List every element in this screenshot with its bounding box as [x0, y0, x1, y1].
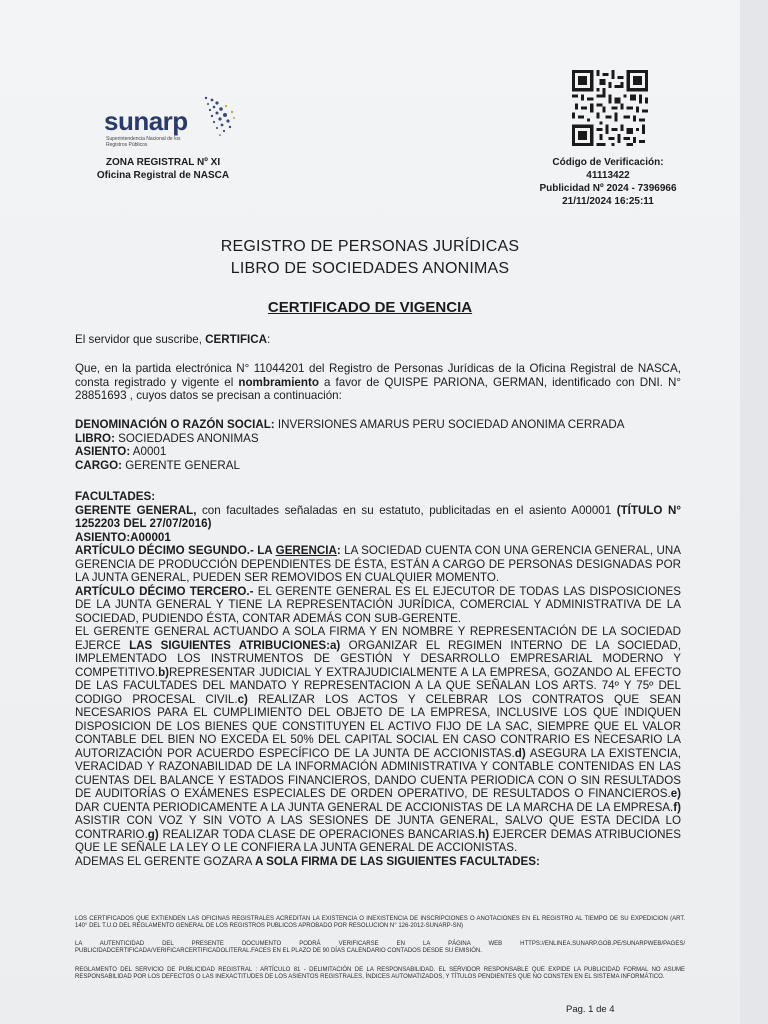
scan-edge [740, 0, 768, 1024]
libro-row [75, 432, 681, 446]
verification-block [520, 156, 696, 208]
certifica-word: CERTIFICA [205, 333, 268, 346]
footer-note-3-text: REGLAMENTO DEL SERVICIO DE PUBLICIDAD REGISTRAL : ARTÍCULO 81 - DELIMITACIÓN DE LA RESPONSABILIDAD. EL SERVIDOR RESPONSABLE QUE EXPIDE LA PUBLICIDAD FORMAL NO ASUME RESPONSABILIDAD POR LOS DEFECTOS O LAS INEXACTITUDES DE LOS ASIENTOS REGISTRALES, ÍNDICES AUTOMATIZADOS, Y TÍTULOS PENDIENTES QUE NO CONSTEN EN EL SISTEMA INFORMÁTICO. [75, 967, 685, 981]
cargo-row [75, 459, 681, 473]
publicidad-number: Publicidad Nº 2024 - 7396966 [539, 183, 677, 194]
issue-datetime: 21/11/2024 16:25:11 [562, 196, 654, 207]
titulo-ref: (TÍTULO N° 1252203 DEL 27/07/2016) [75, 503, 681, 530]
p3-f: c) [237, 692, 248, 706]
nombramiento-word: nombramiento [238, 375, 319, 389]
p3-o: REALIZAR TODA CLASE DE OPERACIONES BANCARIAS. [158, 827, 479, 841]
servidor-post: : [267, 333, 271, 346]
asiento-value: A0001 [130, 445, 167, 459]
footer-note-2 [75, 941, 685, 956]
intro-text-a: Que, en la partida electrónica N° 11044201 del Registro de Personas Jurídicas de la Oficina Registral de NASCA, consta registrado y vigente el [75, 362, 681, 389]
servidor-pre: El servidor que suscribe, [75, 333, 206, 346]
last-a: ADEMAS EL GERENTE GOZARA [75, 854, 255, 868]
intro-paragraph [75, 362, 681, 403]
asiento-ref: ASIENTO:A00001 [75, 530, 171, 544]
p3-i: ASEGURA LA EXISTENCIA, VERACIDAD Y RAZONABILIDAD DE LA INFORMACIÓN ADMINISTRATIVA Y CONTABLE CONTENIDAS EN LAS CUENTAS DEL BALANCE Y ESTADOS FINANCIEROS, DANDO CUENTA PERIODICA CON O SIN RESULTADOS DE AUDITORÍAS O EXÁMENES ESPECIALES DE ORDEN OPERATIVO, DE RESULTADOS O FINANCIEROS. [75, 746, 681, 800]
cargo-value: GERENTE GENERAL [122, 458, 240, 472]
art12-gerencia: GERENCIA [275, 544, 337, 557]
asiento-row [75, 445, 681, 459]
p3-e: REPRESENTAR JUDICIAL Y EXTRAJUDICIALMENTE A LA EMPRESA, GOZANDO AL EFECTO DE LAS FACULTADES DEL MANDATO Y REPRESENTACION A LA QUE SEÑALAN LOS ARTS. 74º Y 75º DEL CODIGO PROCESAL CIVIL. [75, 665, 681, 706]
art13-label: ARTÍCULO DÉCIMO TERCERO.- [75, 584, 254, 598]
verificacion-label: Código de Verificación: [552, 157, 664, 168]
logo-wordmark: sunarp [104, 106, 188, 136]
gg-text: con facultades señaladas en su estatuto, publicitadas en el asiento A00001 [196, 503, 617, 517]
facultades-section [75, 490, 681, 868]
logo-dots-icon [200, 94, 240, 142]
asiento-label: ASIENTO: [75, 445, 131, 459]
p3-l: f) [673, 800, 681, 814]
footer-note-2-text: LA AUTENTICIDAD DEL PRESENTE DOCUMENTO PODRÁ VERIFICARSE EN LA PÁGINA WEB HTTPS://ENLINEA.SUNARP.GOB.PE/SUNARPWEB/PAGES/ PUBLICIDADCERTIFICADA/VERIFICARCERTIFICADOLITERAL.FACES EN EL PLAZO DE 90 DÍAS CALENDARIO CONTADOS DESDE SU EMISIÓN. [75, 941, 685, 955]
servidor-line [75, 333, 681, 347]
qr-code-icon[interactable] [572, 70, 648, 146]
p3-k: DAR CUENTA PERIODICAMENTE A LA JUNTA GENERAL DE ACCIONISTAS DE LA MARCHA DE LA EMPRESA. [75, 800, 674, 814]
certificado-title-text: CERTIFICADO DE VIGENCIA [267, 299, 473, 316]
denominacion-row [75, 418, 681, 432]
p3-d: b) [158, 665, 170, 679]
p3-g: REALIZAR LOS ACTOS Y CELEBRAR LOS CONTRATOS QUE SEAN NECESARIOS PARA EL CUMPLIMIENTO DEL OBJETO DE LA EMPRESA, INCLUSIVE LOS QUE INDIQUEN DISPOSICION DE LOS BIENES QUE CONSTITUYEN EL ACTIVO FIJO DE LA SAC, SIEMPRE QUE EL VALOR CONTABLE DEL BIEN NO EXCEDA EL 50% DEL CAPITAL SOCIAL EN CASO CONTRARIO ES NECESARIO LA AUTORIZACIÓN POR ACUERDO ESPECÍFICO DE LA JUNTA DE ACCIONISTAS. [75, 692, 681, 760]
libro-value: SOCIEDADES ANONIMAS [114, 431, 259, 445]
denominacion-value: INVERSIONES AMARUS PERU SOCIEDAD ANONIMA CERRADA [274, 418, 625, 431]
p3-h: d) [514, 746, 526, 760]
p3-q: EJERCER DEMAS ATRIBUCIONES QUE LE SEÑALE LA LEY O LE CONFIERA LA JUNTA GENERAL DE ACCIONISTAS. [75, 827, 681, 854]
logo-tagline: Superintendencia Nacional de los Registros Públicos [106, 136, 181, 148]
footer-note-1 [75, 916, 685, 931]
libro-title: LIBRO DE SOCIEDADES ANONIMAS [230, 260, 510, 277]
art12-colon: : [336, 544, 341, 557]
datos-block [75, 418, 681, 472]
zona-registral [88, 156, 238, 182]
p3-a: EL GERENTE GENERAL ACTUANDO A SOLA FIRMA Y EN NOMBRE Y REPRESENTACIÓN DE LA SOCIEDAD EJERCE [75, 625, 681, 652]
denominacion-label: DENOMINACIÓN O RAZÓN SOCIAL: [75, 418, 275, 431]
oficina-label: Oficina Registral de NASCA [96, 170, 230, 181]
p3-c: ORGANIZAR EL REGIMEN INTERNO DE LA SOCIEDAD, IMPLEMENTADO LOS INSTRUMENTOS DE GESTIÓN Y DESARROLLO EMPRESARIAL MODERNO Y COMPETITIVO. [75, 638, 681, 679]
art12-label: ARTÍCULO DÉCIMO SEGUNDO.- LA [75, 544, 276, 557]
sunarp-logo [104, 94, 244, 154]
facultades-heading: FACULTADES: [75, 490, 156, 503]
certificado-title [0, 299, 740, 316]
p3-j: e) [670, 787, 681, 800]
cargo-label: CARGO: [75, 458, 123, 472]
intro-text-b: a favor de QUISPE PARIONA, GERMAN, identificado con DNI. N° 28851693 , cuyos datos se precisan a continuación: [75, 375, 681, 403]
libro-label: LIBRO: [75, 431, 115, 445]
footer-note-1-text: LOS CERTIFICADOS QUE EXTIENDEN LAS OFICINAS REGISTRALES ACREDITAN LA EXISTENCIA O INEXISTENCIA DE INSCRIPCIONES O ANOTACIONES EN EL REGISTRO AL TIEMPO DE SU EXPEDICION (ART. 140° DEL T.U.O DEL REGLAMENTO GENERAL DE LOS REGISTROS PUBLICOS APROBADO POR RESOLUCION N° 126-2012-SUNARP-SN) [75, 916, 685, 930]
art12-text: LA SOCIEDAD CUENTA CON UNA GERENCIA GENERAL, UNA GERENCIA DE PRODUCCIÓN DEPENDIENTES DE ÉSTA, ESTÁN A CARGO DE PERSONAS DESIGNADAS POR LA JUNTA GENERAL, PUEDEN SER REMOVIDOS EN CUALQUIER MOMENTO. [75, 544, 681, 584]
footer-note-3 [75, 967, 685, 982]
p3-m: ASISTIR CON VOZ Y SIN VOTO A LAS SESIONES DE JUNTA GENERAL, SALVO QUE ESTA DECIDA LO CONTRARIO. [75, 814, 681, 841]
p3-p: h) [478, 827, 490, 841]
art13-text: EL GERENTE GENERAL ES EL EJECUTOR DE TODAS LAS DISPOSICIONES DE LA JUNTA GENERAL Y TIENE LA REPRESENTACIÓN JURÍDICA, COMERCIAL Y ADMINISTRATIVA DE LA SOCIEDAD, PUDIENDO ÉSTA, CONTAR ADEMÁS CON SUB-GERENTE. [75, 584, 681, 625]
p3-n: g) [147, 827, 159, 841]
p3-b: LAS SIGUIENTES ATRIBUCIONES:a) [129, 638, 341, 652]
page-number: Pag. 1 de 4 [566, 1004, 615, 1015]
zona-label: ZONA REGISTRAL Nº XI [105, 157, 221, 168]
last-b: A SOLA FIRMA DE LAS SIGUIENTES FACULTADES: [254, 854, 540, 868]
registro-title: REGISTRO DE PERSONAS JURÍDICAS [220, 238, 520, 255]
gg-label: GERENTE GENERAL, [75, 503, 197, 517]
verificacion-code: 41113422 [586, 170, 630, 181]
